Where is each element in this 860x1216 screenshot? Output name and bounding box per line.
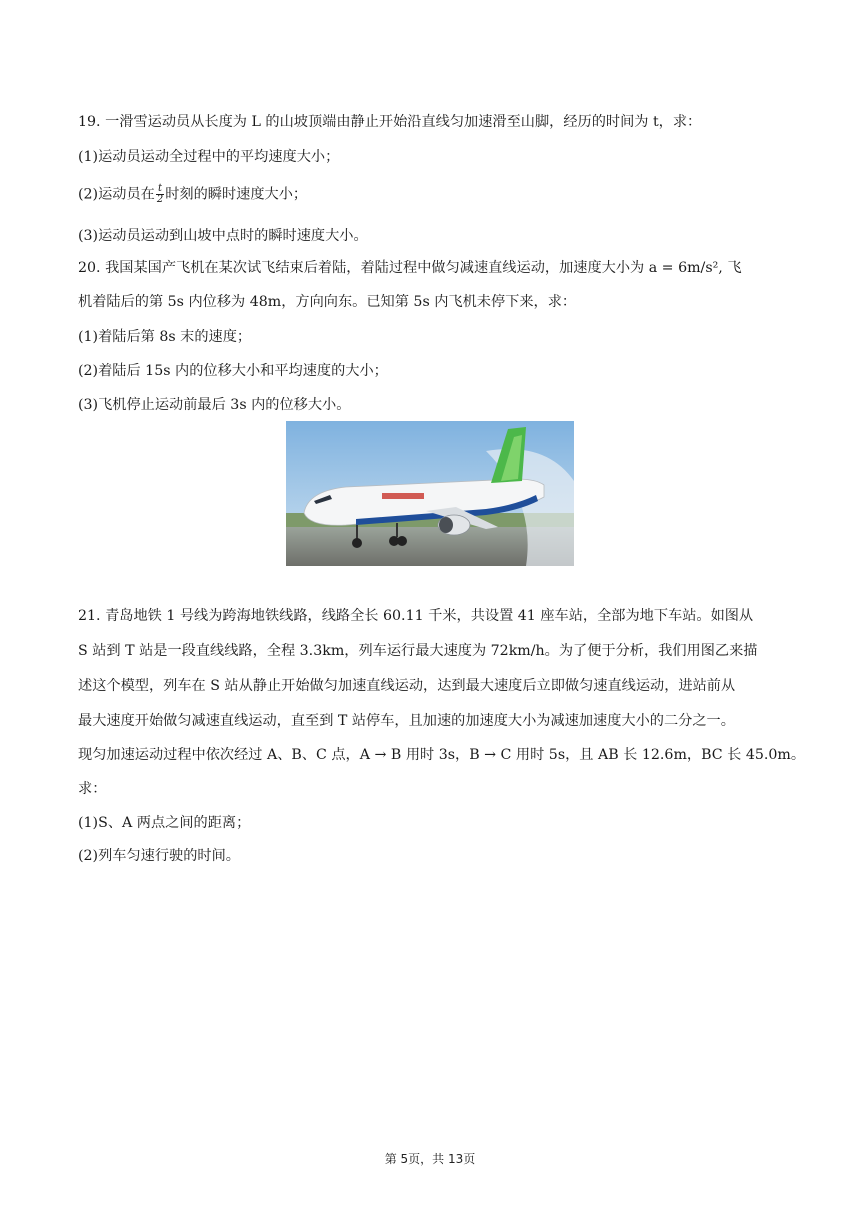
airplane-photo (286, 421, 574, 566)
q19-part3: (3)运动员运动到山坡中点时的瞬时速度大小。 (78, 228, 368, 244)
q19-part2 (78, 184, 800, 205)
q20-stem-line2: 机着陆后的第 5s 内位移为 48m，方向向东。已知第 5s 内飞机未停下来，求： (78, 294, 577, 310)
q21-line6: 求： (78, 781, 107, 797)
page-footer: 第 5页，共 13页 (384, 1152, 476, 1166)
q20-part3: (3)飞机停止运动前最后 3s 内的位移大小。 (78, 397, 351, 413)
q21-part2: (2)列车匀速行驶的时间。 (78, 848, 240, 864)
q21-line4: 最大速度开始做匀减速直线运动，直至到 T 站停车，且加速的加速度大小为减速加速度大小的二分之一。 (78, 713, 735, 729)
q21-line1: 21. 青岛地铁 1 号线为跨海地铁线路，线路全长 60.11 千米，共设置 41 座车站，全部为地下车站。如图从 (78, 608, 754, 624)
q20-part1: (1)着陆后第 8s 末的速度； (78, 329, 252, 345)
q21-line5: 现匀加速运动过程中依次经过 A、B、C 点，A → B 用时 3s，B → C 用时 5s，且 AB 长 12.6m，BC 长 45.0m。 (78, 747, 806, 763)
q21-line3: 述这个模型，列车在 S 站从静止开始做匀加速直线运动，达到最大速度后立即做匀速直线运动，进站前从 (78, 678, 736, 694)
q19-part1: (1)运动员运动全过程中的平均速度大小； (78, 149, 340, 165)
q21-line2: S 站到 T 站是一段直线线路，全程 3.3km，列车运行最大速度为 72km/h。为了便于分析，我们用图乙来描 (78, 643, 758, 659)
fraction-numerator: t (156, 184, 164, 195)
q21-part1: (1)S、A 两点之间的距离； (78, 815, 251, 831)
q20-part2: (2)着陆后 15s 内的位移大小和平均速度的大小； (78, 363, 388, 379)
q19-part2-before: (2)运动员在 (78, 186, 155, 203)
fraction-t-over-2 (156, 184, 164, 205)
q19-part2-after: 时刻的瞬时速度大小； (165, 186, 308, 203)
fraction-denominator: 2 (156, 194, 164, 205)
q20-stem-line1: 20. 我国某国产飞机在某次试飞结束后着陆，着陆过程中做匀减速直线运动，加速度大小为 a = 6m/s², 飞 (78, 260, 742, 276)
q19-stem: 19. 一滑雪运动员从长度为 L 的山坡顶端由静止开始沿直线匀加速滑至山脚，经历的时间为 t，求： (78, 114, 702, 130)
